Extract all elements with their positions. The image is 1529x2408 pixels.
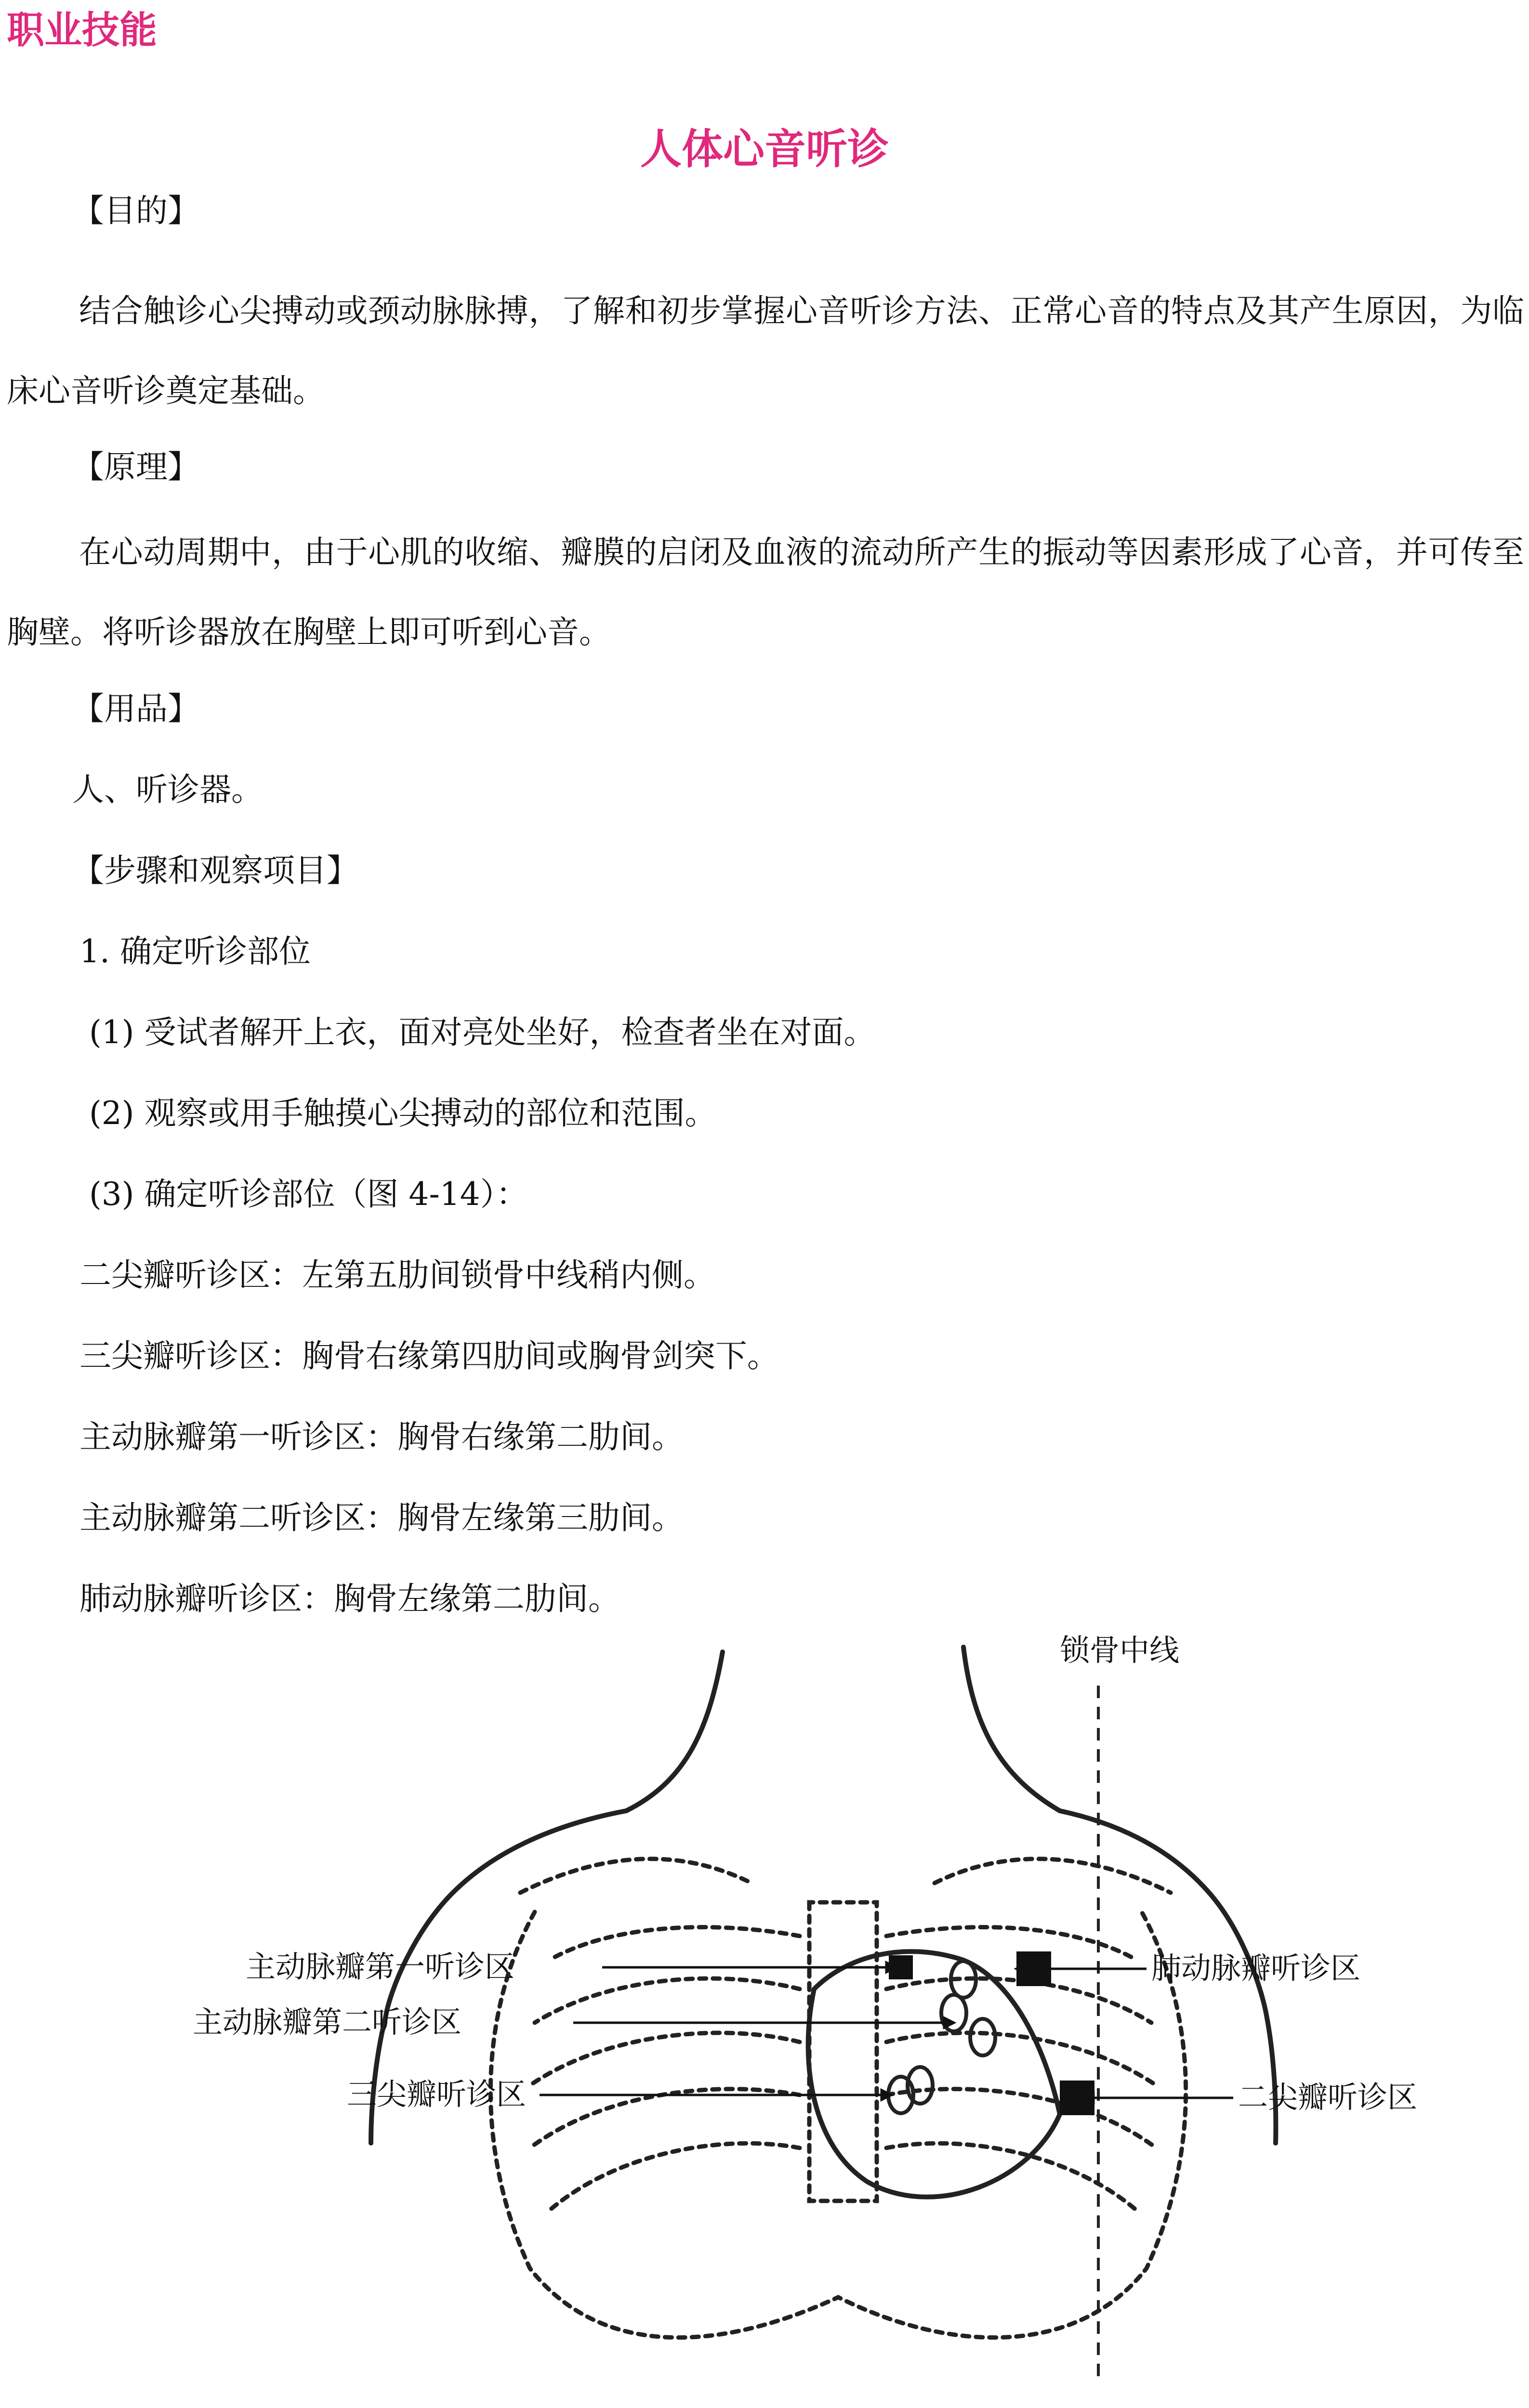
label-tricuspid: 三尖瓣听诊区 bbox=[347, 2077, 527, 2112]
label-aortic-2: 主动脉瓣第二听诊区 bbox=[193, 2004, 462, 2040]
area-mitral: 二尖瓣听诊区：左第五肋间锁骨中线稍内侧。 bbox=[79, 1256, 715, 1294]
neck-line-left bbox=[626, 1652, 723, 1811]
area-tricuspid: 三尖瓣听诊区：胸骨右缘第四肋间或胸骨剑突下。 bbox=[79, 1337, 779, 1374]
label-midclavicular: 锁骨中线 bbox=[1060, 1633, 1180, 1668]
rib-left-4 bbox=[530, 2089, 800, 2148]
supplies-heading: 【用品】 bbox=[72, 690, 199, 727]
label-pulmonary: 肺动脉瓣听诊区 bbox=[1151, 1950, 1361, 1986]
auscultation-diagram bbox=[183, 1623, 1418, 2384]
purpose-heading: 【目的】 bbox=[72, 192, 199, 229]
rib-left-2 bbox=[535, 1978, 800, 2023]
rib-left-3 bbox=[530, 2033, 800, 2085]
steps-heading: 【步骤和观察项目】 bbox=[72, 852, 358, 889]
section-header-label: 职业技能 bbox=[7, 9, 158, 52]
principle-text: 在心动周期中，由于心肌的收缩、瓣膜的启闭及血液的流动所产生的振动等因素形成了心音，并可传至胸壁。将听诊器放在胸壁上即可听到心音。 bbox=[7, 534, 1524, 651]
area-pulmonary: 肺动脉瓣听诊区：胸骨左缘第二肋间。 bbox=[79, 1580, 620, 1617]
figure-caption bbox=[0, 2403, 1529, 2408]
step1-item-2: (2) 观察或用手触摸心尖搏动的部位和范围。 bbox=[89, 1095, 717, 1132]
step1-item-3: (3) 确定听诊部位（图 4-14）： bbox=[89, 1176, 528, 1213]
rib-left-5 bbox=[549, 2143, 800, 2211]
rib-right-3 bbox=[886, 2033, 1156, 2085]
step1-item-1: (1) 受试者解开上衣，面对亮处坐好，检查者坐在对面。 bbox=[89, 1014, 876, 1051]
label-aortic-1: 主动脉瓣第一听诊区 bbox=[246, 1949, 515, 1984]
purpose-text: 结合触诊心尖搏动或颈动脉脉搏，了解和初步掌握心音听诊方法、正常心音的特点及其产生原因，为临床心音听诊奠定基础。 bbox=[7, 292, 1524, 409]
page-title: 人体心音听诊 bbox=[640, 125, 889, 173]
area-aortic-1: 主动脉瓣第一听诊区：胸骨右缘第二肋间。 bbox=[79, 1418, 684, 1455]
clavicle-left bbox=[520, 1859, 751, 1893]
auscultation-figure bbox=[183, 1623, 1418, 2384]
principle-heading: 【原理】 bbox=[72, 448, 199, 485]
shoulder-line-right bbox=[1060, 1811, 1267, 2018]
step1-title: 1. 确定听诊部位 bbox=[79, 933, 311, 970]
cage-outline bbox=[490, 1912, 1186, 2338]
neck-line-right bbox=[963, 1647, 1060, 1811]
clavicle-right bbox=[935, 1859, 1171, 1893]
label-mitral: 二尖瓣听诊区 bbox=[1238, 2080, 1418, 2115]
marker-aortic-2-c bbox=[970, 2019, 995, 2055]
supplies-text: 人、听诊器。 bbox=[72, 771, 263, 808]
rib-left-1 bbox=[549, 1927, 800, 1960]
heart-outline bbox=[808, 1951, 1060, 2197]
area-aortic-2: 主动脉瓣第二听诊区：胸骨左缘第三肋间。 bbox=[79, 1499, 684, 1536]
